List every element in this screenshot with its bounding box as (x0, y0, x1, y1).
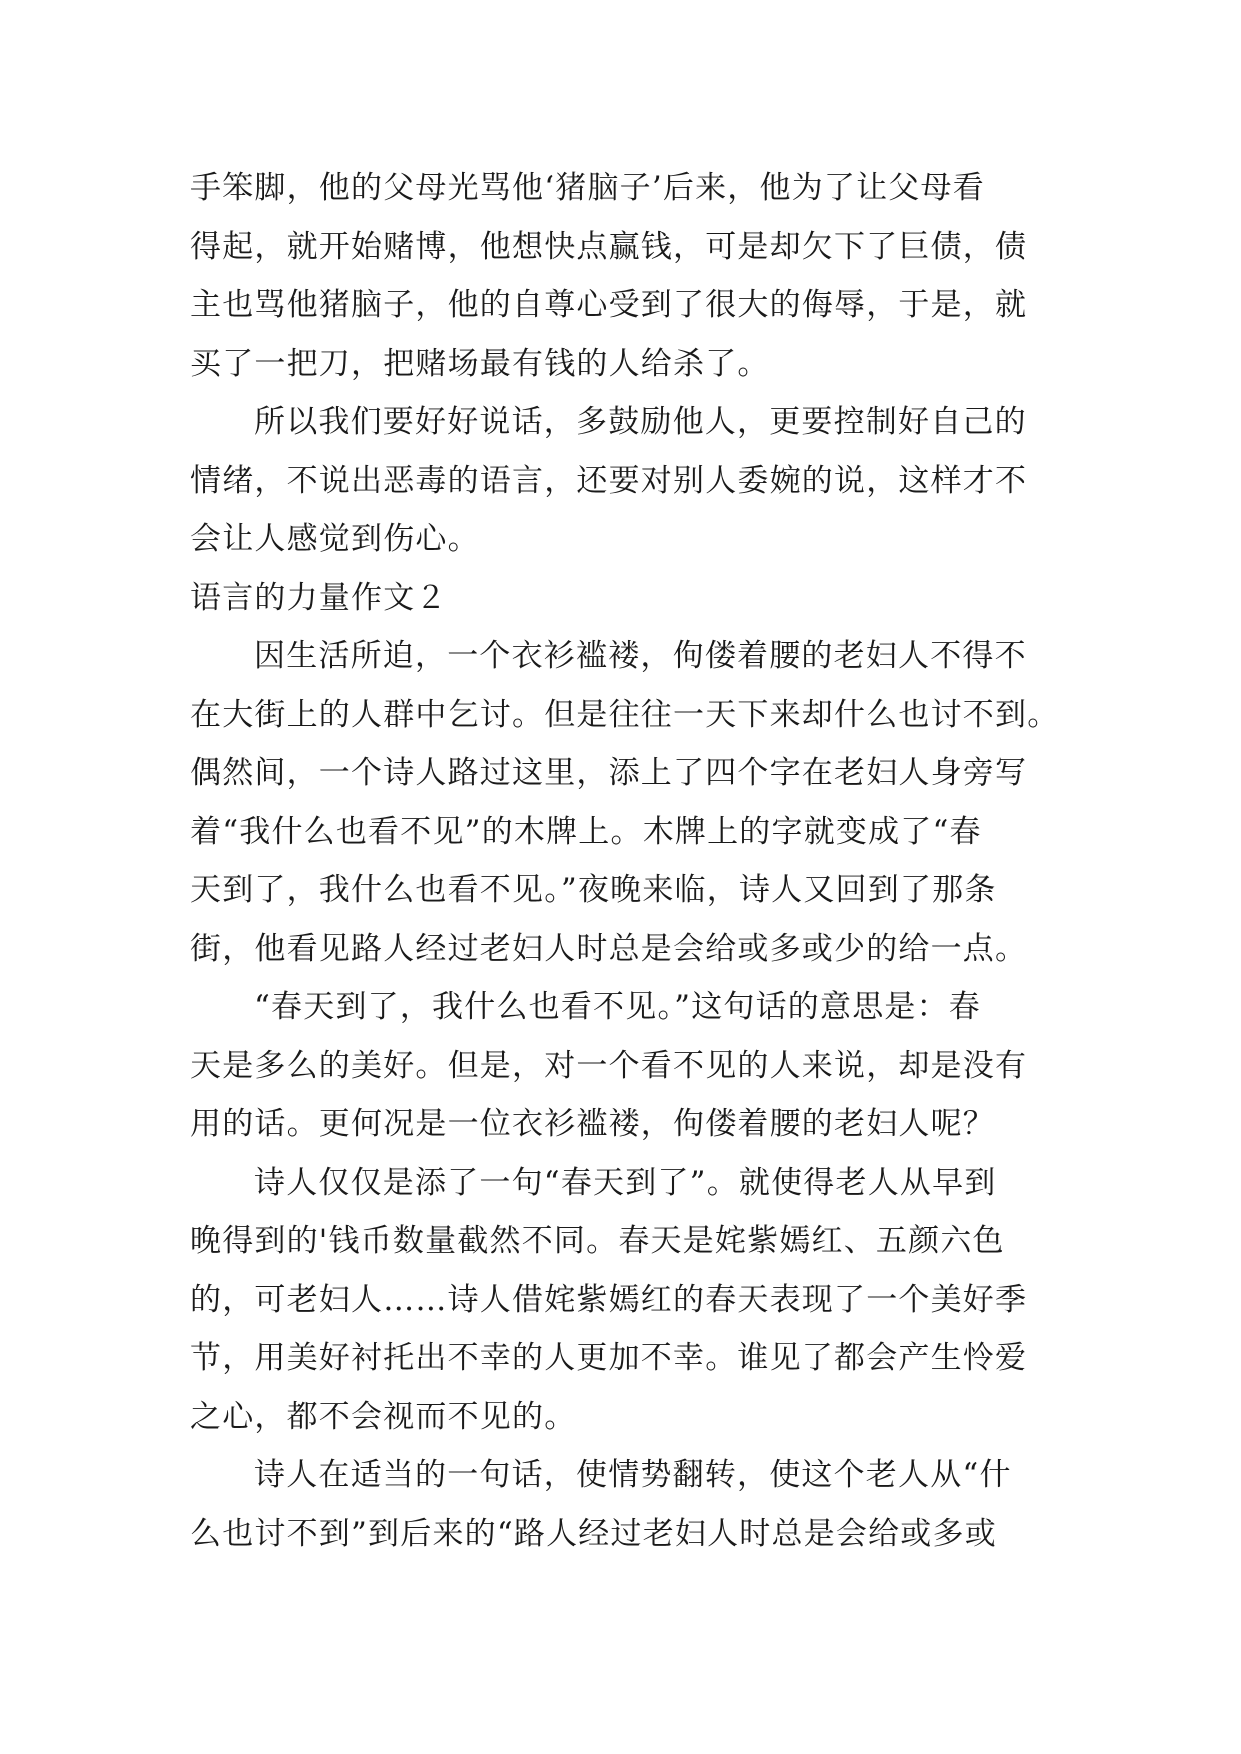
text-line: 天是多么的美好。但是，对一个看不见的人来说，却是没有 (190, 1047, 1028, 1084)
paragraph (190, 978, 1070, 1154)
document-body (190, 159, 1070, 1563)
text-line: 用的话。更何况是一位衣衫褴褛，佝偻着腰的老妇人呢？ (190, 1106, 995, 1142)
text-line: 在大街上的人群中乞讨。但是往往一天下来却什么也讨不到。 (190, 696, 1060, 733)
text-line: 的，可老妇人……诗人借姹紫嫣红的春天表现了一个美好季 (190, 1281, 1028, 1318)
text-line: 买了一把刀，把赌场最有钱的人给杀了。 (190, 345, 770, 382)
text-line: 节，用美好衬托出不幸的人更加不幸。谁见了都会产生怜爱 (190, 1340, 1028, 1376)
text-line: 所以我们要好好说话，多鼓励他人，更要控制好自己的 (254, 404, 1027, 440)
text-line: 手笨脚，他的父母光骂他‘猪脑子’后来，他为了让父母看 (190, 170, 985, 206)
text-line: 主也骂他猪脑子，他的自尊心受到了很大的侮辱，于是，就 (190, 287, 1028, 323)
section-heading (190, 569, 1070, 628)
paragraph (190, 1446, 1070, 1563)
text-line: 偶然间，一个诗人路过这里，添上了四个字在老妇人身旁写 (190, 755, 1028, 791)
text-line: 着“我什么也看不见”的木牌上。木牌上的字就变成了“春 (190, 813, 982, 850)
text-line: 情绪，不说出恶毒的语言，还要对别人委婉的说，这样才不 (190, 462, 1028, 499)
text-line: 诗人在适当的一句话，使情势翻转，使这个老人从“什 (254, 1457, 1012, 1493)
text-line: 会让人感觉到伤心。 (190, 521, 480, 557)
text-line: 之心，都不会视而不见的。 (190, 1398, 577, 1435)
text-line: “春天到了，我什么也看不见。”这句话的意思是：春 (254, 989, 981, 1025)
text-line: 晚得到的'钱币数量截然不同。春天是姹紫嫣红、五颜六色 (190, 1223, 1005, 1259)
text-line: 么也讨不到”到后来的“路人经过老妇人时总是会给或多或 (190, 1515, 997, 1552)
text-line: 诗人仅仅是添了一句“春天到了”。就使得老人从早到 (254, 1164, 997, 1201)
text-line: 因生活所迫，一个衣衫褴褛，佝偻着腰的老妇人不得不 (254, 638, 1027, 674)
text-line: 得起，就开始赌博，他想快点赢钱，可是却欠下了巨债，债 (190, 228, 1028, 265)
text-line: 天到了，我什么也看不见。”夜晚来临，诗人又回到了那条 (190, 872, 997, 908)
paragraph (190, 1154, 1070, 1447)
heading-text: 语言的力量作文２ (190, 579, 448, 616)
paragraph (190, 159, 1070, 393)
text-line: 街，他看见路人经过老妇人时总是会给或多或少的给一点。 (190, 930, 1028, 967)
paragraph (190, 393, 1070, 569)
paragraph (190, 627, 1070, 978)
